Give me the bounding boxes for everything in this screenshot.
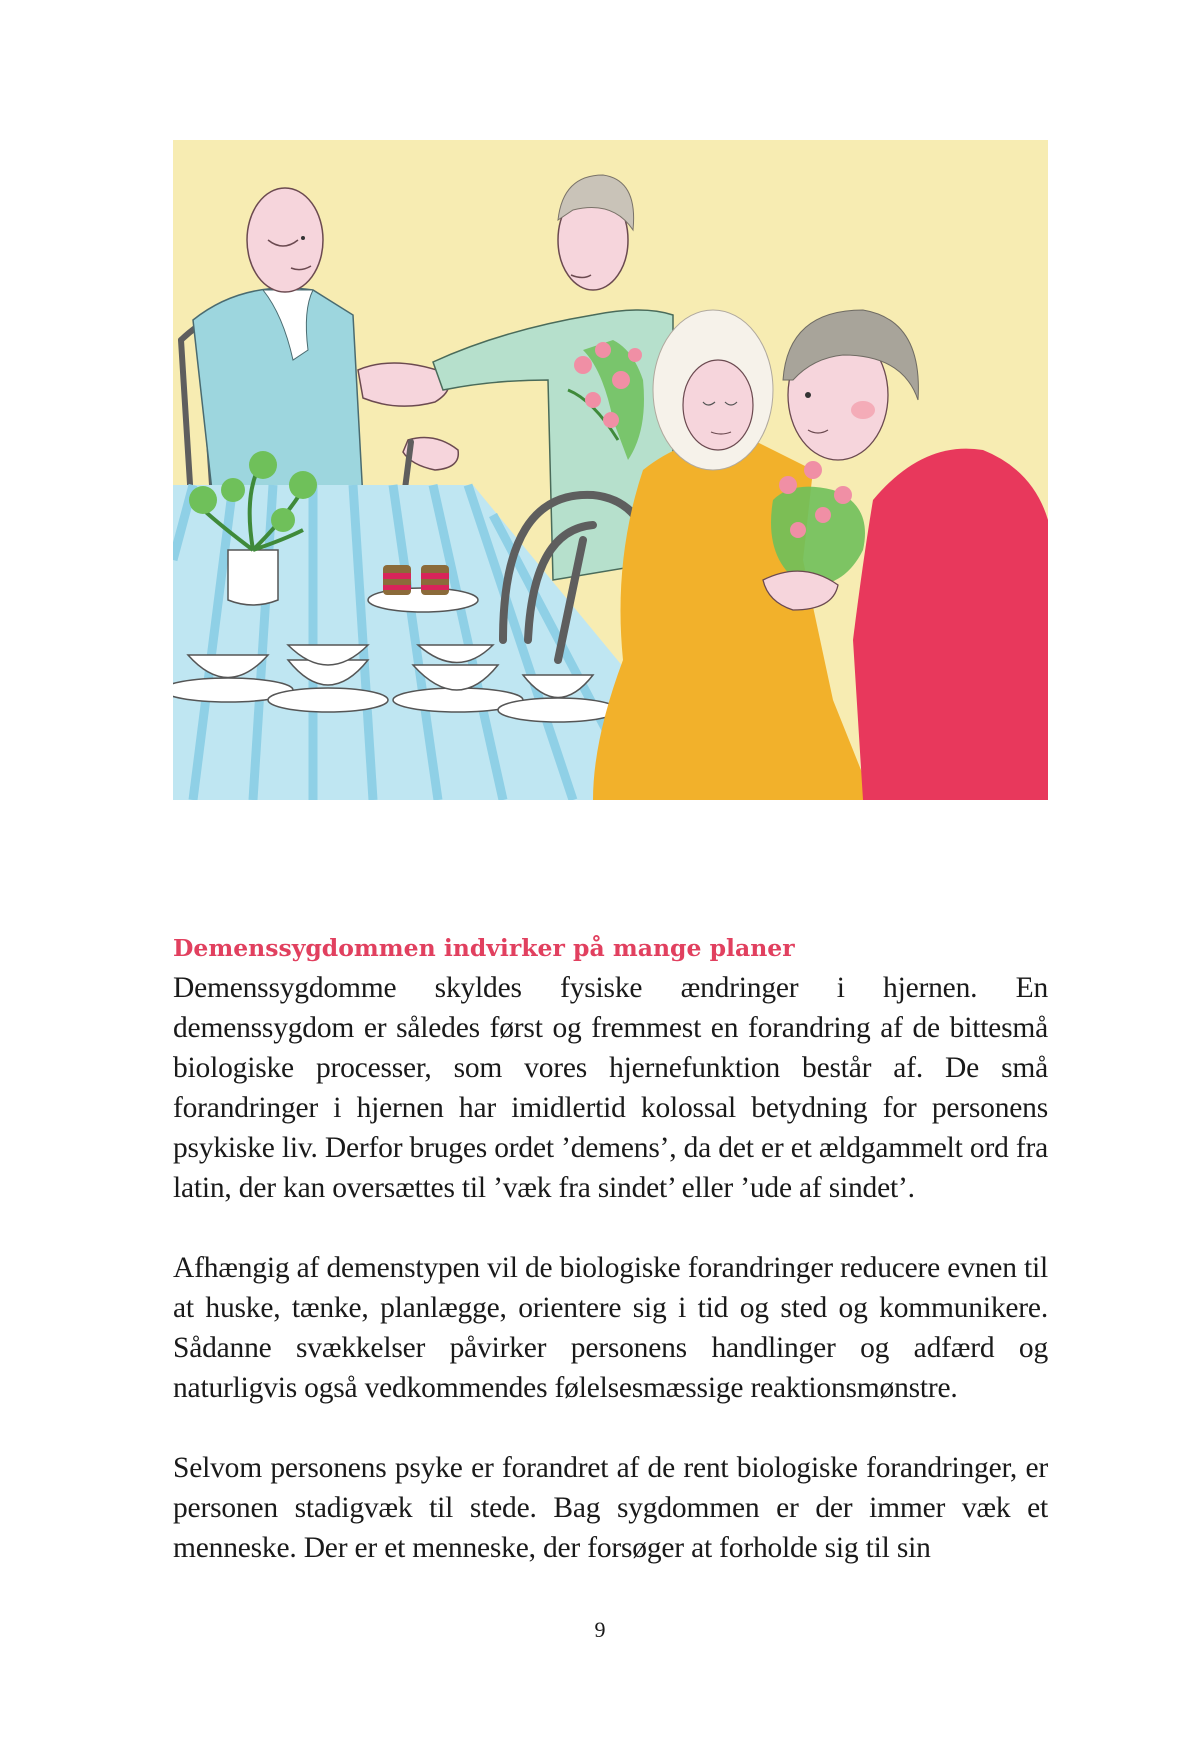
paragraph-3: Selvom personens psyke er forandret af de rent biologiske forandringer, er personen stadigvæk til stede. Bag sygdommen er der immer væk et menneske. Der er et menneske, der forsøger at forholde sig til sin [173,1452,1048,1564]
paragraph-1: Demenssygdomme skyldes fysiske ændringer i hjernen. En demenssygdom er således først og fremmest en forandring af de bittesmå biologiske processer, som vores hjernefunktion består af. De små forandringer i hjernen har imidlertid kolossal betydning for personens psykiske liv. Derfor bruges ordet ’demens’, da det er et ældgammelt ord fra latin, der kan oversættes til ’væk fra sindet’ eller ’ude af sindet’. [173,972,1048,1204]
section-heading: Demenssygdommen indvirker på mange planer [173,934,795,962]
body-text [173,968,1048,1568]
text-content [173,928,1048,1568]
page-number: 9 [594,1617,606,1642]
illustration-drawing [173,140,1048,800]
paragraph-2: Afhængig af demenstypen vil de biologiske forandringer reducere evnen til at huske, tænke, planlægge, orientere sig i tid og sted og kommunikere. Sådanne svækkelser påvirker personens handlinger og adfærd og naturligvis også vedkommendes følelsesmæssige reaktionsmønstre. [173,1252,1048,1404]
illustration-coffee-visit [173,140,1048,800]
